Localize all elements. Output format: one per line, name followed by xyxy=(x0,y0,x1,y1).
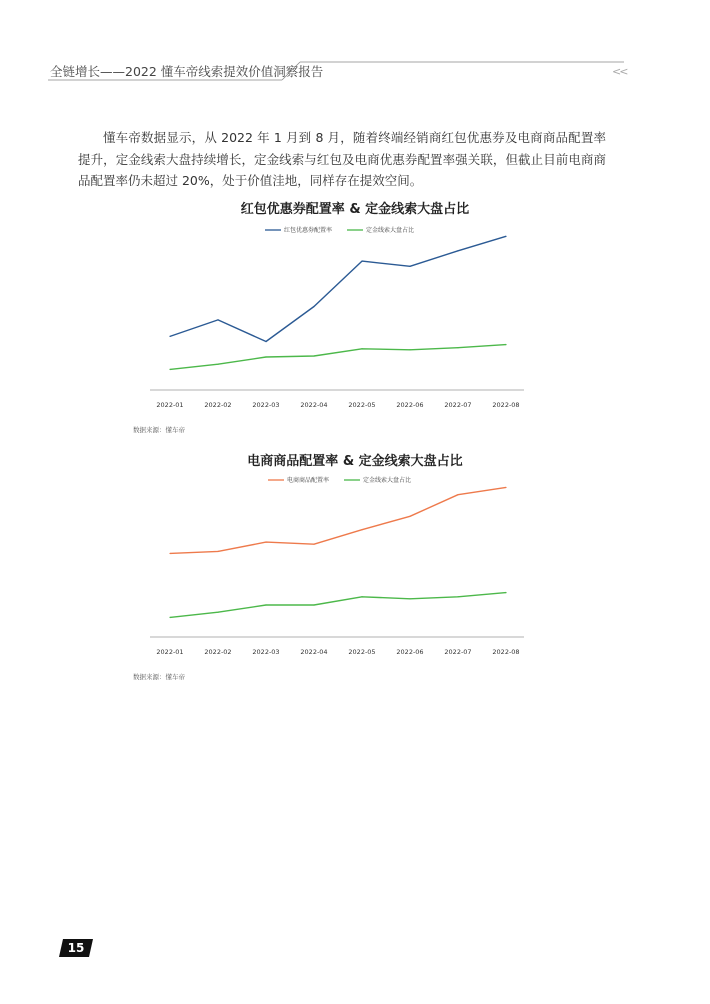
x-tick-label-1: 2022-02 xyxy=(204,648,232,656)
data-point-1-4 xyxy=(361,596,362,597)
data-point-1-0 xyxy=(169,617,170,618)
x-tick-label-4: 2022-05 xyxy=(348,401,376,409)
x-tick-label-2: 2022-03 xyxy=(252,648,280,656)
legend-label-1: 定金线索大盘占比 xyxy=(363,477,412,485)
chevron-left-icon: << xyxy=(612,65,627,78)
data-point-0-5 xyxy=(409,516,410,517)
series-line-1 xyxy=(170,593,506,618)
x-tick-label-4: 2022-05 xyxy=(348,648,376,656)
data-point-0-3 xyxy=(313,544,314,545)
data-point-1-3 xyxy=(313,604,314,605)
data-point-1-2 xyxy=(265,604,266,605)
x-tick-label-5: 2022-06 xyxy=(396,648,424,656)
data-point-1-6 xyxy=(457,596,458,597)
header-title: 全链增长——2022 懂车帝线索提效价值洞察报告 xyxy=(50,64,324,79)
x-tick-label-6: 2022-07 xyxy=(444,648,472,656)
x-tick-label-7: 2022-08 xyxy=(492,648,520,656)
page-number: 15 xyxy=(67,941,85,955)
x-tick-label-6: 2022-07 xyxy=(444,401,472,409)
x-tick-label-1: 2022-02 xyxy=(204,401,232,409)
data-point-1-1 xyxy=(217,612,218,613)
x-tick-label-5: 2022-06 xyxy=(396,401,424,409)
body-paragraph: 懂车帝数据显示，从 2022 年 1 月到 8 月，随着终端经销商红包优惠券及电商商品配置率提升，定金线索大盘持续增长，定金线索与红包及电商优惠券配置率强关联，但截止目前电商商品配置率仍未超过 20%，处于价值洼地，同样存在提效空间。 xyxy=(78,130,606,188)
x-tick-label-0: 2022-01 xyxy=(156,401,184,409)
x-tick-label-3: 2022-04 xyxy=(300,648,328,656)
data-point-0-6 xyxy=(457,494,458,495)
data-point-0-0 xyxy=(169,553,170,554)
x-tick-label-2: 2022-03 xyxy=(252,401,280,409)
data-point-0-7 xyxy=(505,487,506,488)
legend-label-0: 红包优惠券配置率 xyxy=(284,227,333,235)
chart-2-title: 电商商品配置率 & 定金线索大盘占比 xyxy=(247,454,463,469)
data-point-0-1 xyxy=(217,551,218,552)
x-tick-label-3: 2022-04 xyxy=(300,401,328,409)
chart-2-source: 数据来源：懂车帝 xyxy=(133,673,185,681)
x-tick-label-7: 2022-08 xyxy=(492,401,520,409)
data-point-0-2 xyxy=(265,541,266,542)
series-line-0 xyxy=(170,487,506,553)
x-tick-label-0: 2022-01 xyxy=(156,648,184,656)
chart-1-title: 红包优惠券配置率 & 定金线索大盘占比 xyxy=(240,202,470,217)
data-point-0-4 xyxy=(361,529,362,530)
chart-1-source: 数据来源：懂车帝 xyxy=(133,426,185,434)
legend-label-1: 定金线索大盘占比 xyxy=(366,227,415,235)
data-point-1-7 xyxy=(505,592,506,593)
data-point-1-5 xyxy=(409,598,410,599)
legend-label-0: 电商商品配置率 xyxy=(287,477,330,485)
page-number-badge xyxy=(59,939,93,957)
